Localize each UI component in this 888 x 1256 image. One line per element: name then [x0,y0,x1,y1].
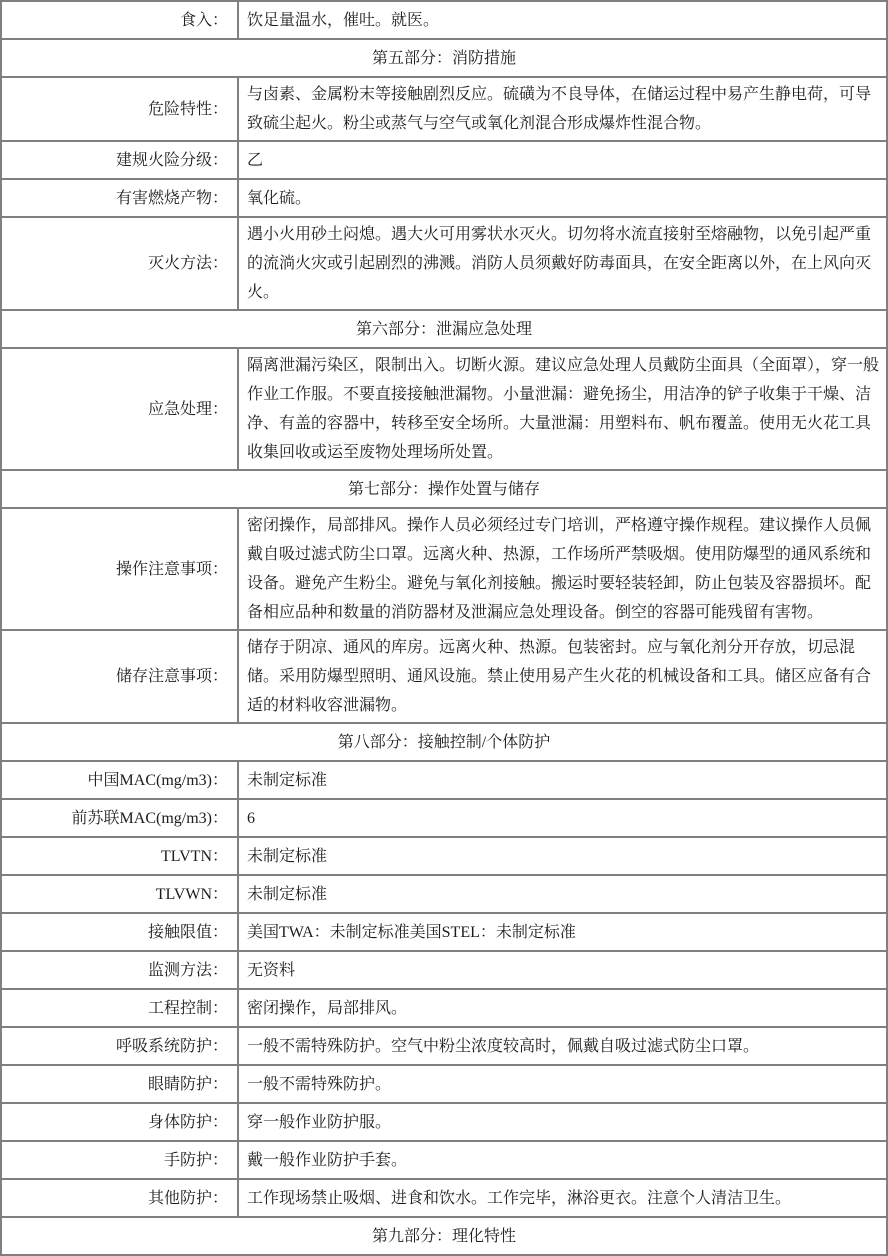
field-value: 乙 [238,141,887,179]
field-label: 前苏联MAC(mg/m3)： [1,799,238,837]
table-row [1,1,887,39]
field-value: 无资料 [238,951,887,989]
section-header-row [1,310,887,348]
section-title: 第八部分：接触控制/个体防护 [1,723,887,761]
table-row [1,1103,887,1141]
field-value: 一般不需特殊防护。 [238,1065,887,1103]
section-header-row [1,39,887,77]
table-row [1,875,887,913]
field-value: 与卤素、金属粉末等接触剧烈反应。硫磺为不良导体，在储运过程中易产生静电荷，可导致硫尘起火。粉尘或蒸气与空气或氧化剂混合形成爆炸性混合物。 [238,77,887,141]
section-header-row [1,723,887,761]
field-value: 一般不需特殊防护。空气中粉尘浓度较高时，佩戴自吸过滤式防尘口罩。 [238,1027,887,1065]
section-title: 第六部分：泄漏应急处理 [1,310,887,348]
section-title: 第九部分：理化特性 [1,1217,887,1255]
field-label: 身体防护： [1,1103,238,1141]
table-row [1,1141,887,1179]
field-label: 中国MAC(mg/m3)： [1,761,238,799]
field-label: 眼睛防护： [1,1065,238,1103]
field-label: 其他防护： [1,1179,238,1217]
table-row [1,1179,887,1217]
table-row [1,77,887,141]
field-label: 监测方法： [1,951,238,989]
field-label: 操作注意事项： [1,508,238,630]
field-value: 美国TWA：未制定标准美国STEL：未制定标准 [238,913,887,951]
table-row [1,508,887,630]
field-label: 灭火方法： [1,217,238,310]
field-value: 工作现场禁止吸烟、进食和饮水。工作完毕，淋浴更衣。注意个人清洁卫生。 [238,1179,887,1217]
field-label: 有害燃烧产物： [1,179,238,217]
table-row [1,1065,887,1103]
table-row [1,179,887,217]
table-row [1,837,887,875]
field-label: 食入： [1,1,238,39]
field-label: 呼吸系统防护： [1,1027,238,1065]
table-row [1,989,887,1027]
section-title: 第七部分：操作处置与储存 [1,470,887,508]
field-value: 穿一般作业防护服。 [238,1103,887,1141]
field-value: 遇小火用砂土闷熄。遇大火可用雾状水灭火。切勿将水流直接射至熔融物，以免引起严重的流淌火灾或引起剧烈的沸溅。消防人员须戴好防毒面具，在安全距离以外，在上风向灭火。 [238,217,887,310]
section-title: 第五部分：消防措施 [1,39,887,77]
field-value: 隔离泄漏污染区，限制出入。切断火源。建议应急处理人员戴防尘面具（全面罩），穿一般作业工作服。不要直接接触泄漏物。小量泄漏：避免扬尘，用洁净的铲子收集于干燥、洁净、有盖的容器中，转移至安全场所。大量泄漏：用塑料布、帆布覆盖。使用无火花工具收集回收或运至废物处理场所处置。 [238,348,887,470]
table-row [1,951,887,989]
section-header-row [1,1217,887,1255]
field-value: 戴一般作业防护手套。 [238,1141,887,1179]
table-row [1,761,887,799]
field-value: 氧化硫。 [238,179,887,217]
field-value: 6 [238,799,887,837]
msds-table-body [1,1,887,1255]
field-value: 饮足量温水，催吐。就医。 [238,1,887,39]
field-value: 密闭操作，局部排风。操作人员必须经过专门培训，严格遵守操作规程。建议操作人员佩戴自吸过滤式防尘口罩。远离火种、热源，工作场所严禁吸烟。使用防爆型的通风系统和设备。避免产生粉尘。避免与氧化剂接触。搬运时要轻装轻卸，防止包装及容器损坏。配备相应品种和数量的消防器材及泄漏应急处理设备。倒空的容器可能残留有害物。 [238,508,887,630]
table-row [1,348,887,470]
table-row [1,799,887,837]
section-header-row [1,470,887,508]
field-label: TLVTN： [1,837,238,875]
field-value: 储存于阴凉、通风的库房。远离火种、热源。包装密封。应与氧化剂分开存放，切忌混储。采用防爆型照明、通风设施。禁止使用易产生火花的机械设备和工具。储区应备有合适的材料收容泄漏物。 [238,630,887,723]
table-row [1,1027,887,1065]
field-label: 储存注意事项： [1,630,238,723]
table-row [1,913,887,951]
table-row [1,141,887,179]
field-label: 危险特性： [1,77,238,141]
field-label: 手防护： [1,1141,238,1179]
field-value: 未制定标准 [238,837,887,875]
field-label: 建规火险分级： [1,141,238,179]
field-label: 工程控制： [1,989,238,1027]
table-row [1,217,887,310]
field-label: 应急处理： [1,348,238,470]
table-row [1,630,887,723]
field-label: TLVWN： [1,875,238,913]
field-label: 接触限值： [1,913,238,951]
field-value: 密闭操作，局部排风。 [238,989,887,1027]
field-value: 未制定标准 [238,875,887,913]
field-value: 未制定标准 [238,761,887,799]
